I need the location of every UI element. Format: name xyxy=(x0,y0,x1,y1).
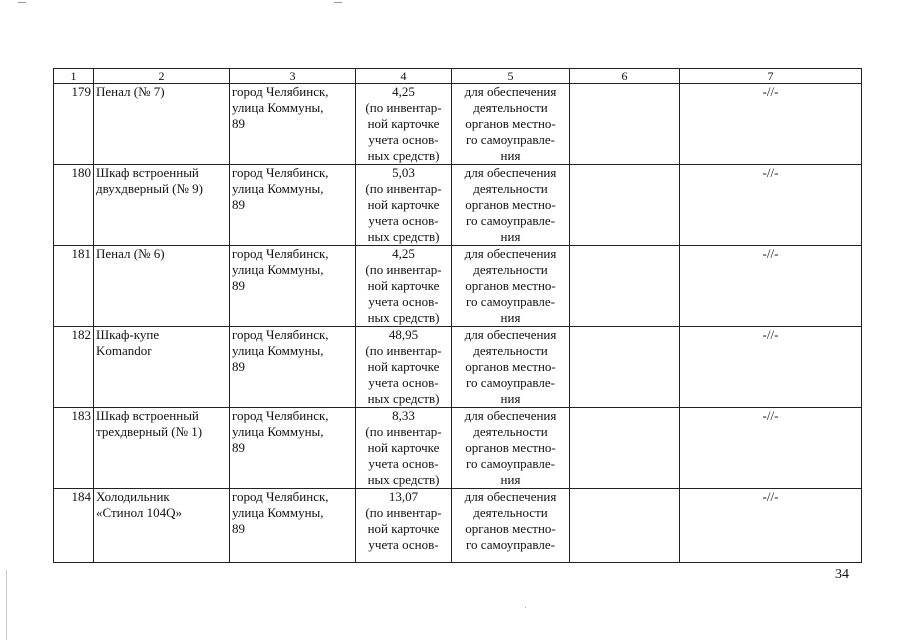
item-purpose-text: для обеспечения деятельности органов местно- го самоуправле- ния xyxy=(464,327,557,406)
cell-item-purpose xyxy=(452,165,570,246)
item-name-text: Пенал (№ 7) xyxy=(96,84,165,99)
item-area-text: 5,03 (по инвентар- ной карточке учета основ- ных средств) xyxy=(365,165,442,244)
row-number-text: 179 xyxy=(71,84,91,99)
cell-item-col7 xyxy=(680,327,862,408)
item-name-text: Шкаф встроенный двухдверный (№ 9) xyxy=(96,165,203,196)
cell-row-number xyxy=(54,84,94,165)
item-purpose-text: для обеспечения деятельности органов местно- го самоуправле- ния xyxy=(464,165,557,244)
cell-item-address xyxy=(230,246,356,327)
cell-item-col6 xyxy=(570,84,680,165)
item-address-text: город Челябинск, улица Коммуны, 89 xyxy=(232,408,329,455)
item-name-text: Шкаф встроенный трехдверный (№ 1) xyxy=(96,408,203,439)
item-area-text: 48,95 (по инвентар- ной карточке учета основ- ных средств) xyxy=(365,327,442,406)
item-address-text: город Челябинск, улица Коммуны, 89 xyxy=(232,246,329,293)
item-area-text: 13,07 (по инвентар- ной карточке учета основ- xyxy=(365,489,442,552)
cell-item-address xyxy=(230,165,356,246)
cell-item-purpose xyxy=(452,246,570,327)
cell-row-number xyxy=(54,165,94,246)
cell-item-area xyxy=(356,246,452,327)
table-row xyxy=(54,165,862,246)
item-col7-text: -//- xyxy=(762,84,779,99)
item-purpose-text: для обеспечения деятельности органов местно- го самоуправле- ния xyxy=(464,84,557,163)
item-area-text: 4,25 (по инвентар- ной карточке учета основ- ных средств) xyxy=(365,246,442,325)
cell-item-area xyxy=(356,489,452,563)
header-col-2: 2 xyxy=(94,69,230,84)
row-number-text: 184 xyxy=(71,489,91,504)
cell-item-name xyxy=(94,84,230,165)
cell-item-address xyxy=(230,84,356,165)
cell-item-area xyxy=(356,84,452,165)
cell-row-number xyxy=(54,327,94,408)
cell-item-col6 xyxy=(570,489,680,563)
item-col7-text: -//- xyxy=(762,489,779,504)
cell-item-col7 xyxy=(680,408,862,489)
cell-item-area xyxy=(356,408,452,489)
property-table xyxy=(53,68,862,563)
cell-item-col7 xyxy=(680,165,862,246)
item-area-text: 8,33 (по инвентар- ной карточке учета основ- ных средств) xyxy=(365,408,442,487)
table-row xyxy=(54,489,862,563)
item-col7-text: -//- xyxy=(762,246,779,261)
page-number: 34 xyxy=(835,567,849,582)
cell-item-col7 xyxy=(680,84,862,165)
row-number-text: 182 xyxy=(71,327,91,342)
item-col7-text: -//- xyxy=(762,327,779,342)
item-address-text: город Челябинск, улица Коммуны, 89 xyxy=(232,489,329,536)
cell-item-area xyxy=(356,165,452,246)
cell-item-address xyxy=(230,408,356,489)
header-col-5: 5 xyxy=(452,69,570,84)
cell-item-name xyxy=(94,489,230,563)
table-body xyxy=(54,84,862,563)
header-row xyxy=(54,69,862,84)
row-number-text: 183 xyxy=(71,408,91,423)
cell-row-number xyxy=(54,246,94,327)
item-name-text: Холодильник «Стинол 104Q» xyxy=(96,489,183,520)
scan-dot xyxy=(525,607,526,608)
table-row xyxy=(54,246,862,327)
header-col-7: 7 xyxy=(680,69,862,84)
cell-item-purpose xyxy=(452,489,570,563)
header-col-3: 3 xyxy=(230,69,356,84)
cell-item-col6 xyxy=(570,165,680,246)
cell-item-col6 xyxy=(570,327,680,408)
header-col-1: 1 xyxy=(54,69,94,84)
cell-item-col7 xyxy=(680,246,862,327)
scan-mark xyxy=(334,2,342,3)
table-row xyxy=(54,327,862,408)
cell-item-col7 xyxy=(680,489,862,563)
item-col7-text: -//- xyxy=(762,165,779,180)
item-area-text: 4,25 (по инвентар- ной карточке учета основ- ных средств) xyxy=(365,84,442,163)
header-col-4: 4 xyxy=(356,69,452,84)
item-col7-text: -//- xyxy=(762,408,779,423)
header-col-6: 6 xyxy=(570,69,680,84)
item-purpose-text: для обеспечения деятельности органов местно- го самоуправле- ния xyxy=(464,408,557,487)
item-address-text: город Челябинск, улица Коммуны, 89 xyxy=(232,165,329,212)
cell-item-col6 xyxy=(570,408,680,489)
item-purpose-text: для обеспечения деятельности органов местно- го самоуправле- ния xyxy=(464,246,557,325)
table-row xyxy=(54,408,862,489)
cell-item-purpose xyxy=(452,327,570,408)
cell-item-name xyxy=(94,246,230,327)
cell-item-col6 xyxy=(570,246,680,327)
scan-mark xyxy=(18,2,26,3)
cell-item-name xyxy=(94,408,230,489)
row-number-text: 180 xyxy=(71,165,91,180)
table-row xyxy=(54,84,862,165)
cell-item-purpose xyxy=(452,84,570,165)
cell-item-address xyxy=(230,327,356,408)
item-address-text: город Челябинск, улица Коммуны, 89 xyxy=(232,84,329,131)
row-number-text: 181 xyxy=(71,246,91,261)
item-address-text: город Челябинск, улица Коммуны, 89 xyxy=(232,327,329,374)
scan-edge xyxy=(6,570,7,640)
item-name-text: Шкаф-купе Komandor xyxy=(96,327,160,358)
item-name-text: Пенал (№ 6) xyxy=(96,246,165,261)
cell-item-purpose xyxy=(452,408,570,489)
cell-item-address xyxy=(230,489,356,563)
cell-item-name xyxy=(94,165,230,246)
cell-item-area xyxy=(356,327,452,408)
cell-row-number xyxy=(54,489,94,563)
item-purpose-text: для обеспечения деятельности органов местно- го самоуправле- xyxy=(464,489,557,552)
cell-row-number xyxy=(54,408,94,489)
cell-item-name xyxy=(94,327,230,408)
